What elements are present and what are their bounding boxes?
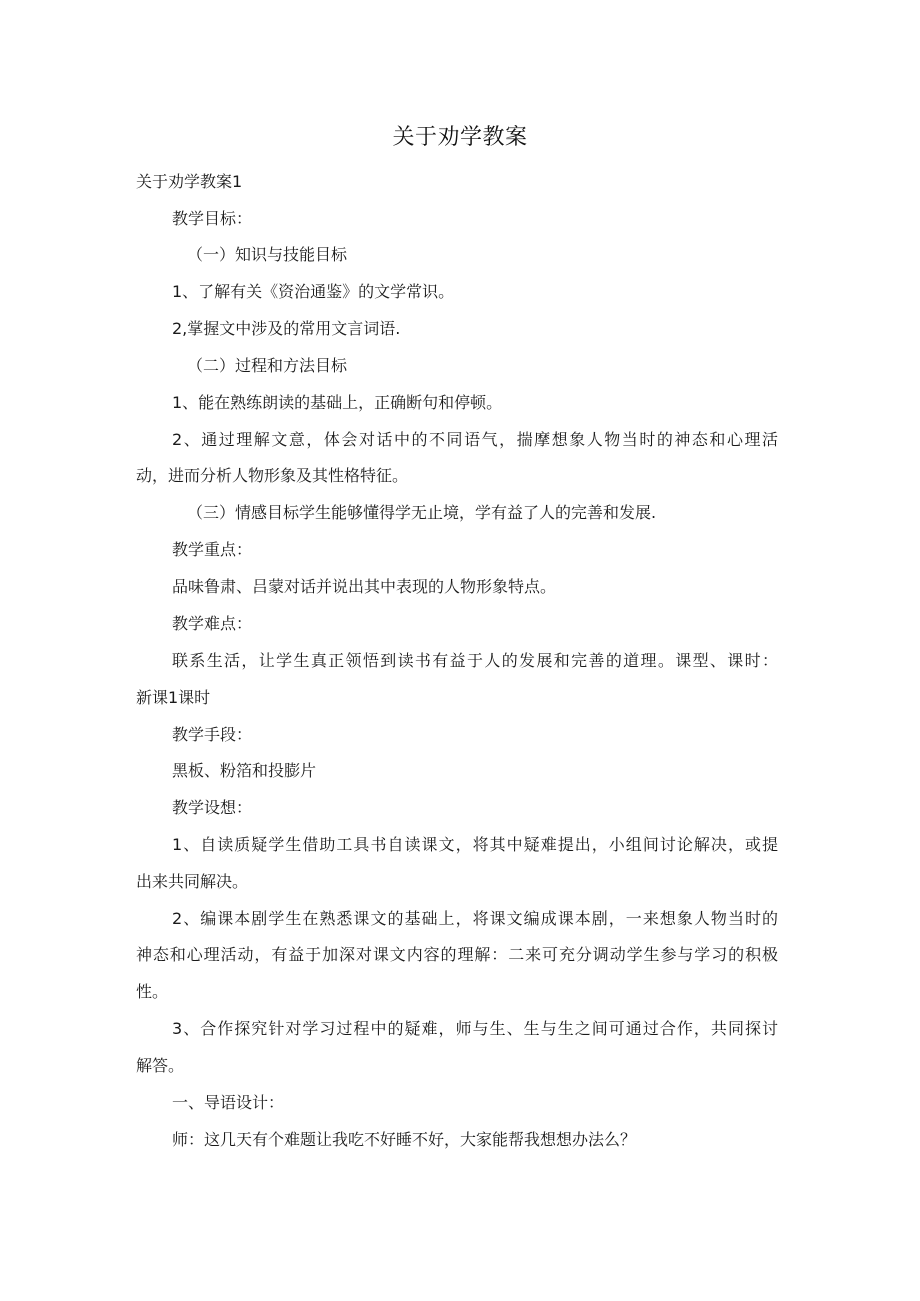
paragraph-line: （三）情感目标学生能够懂得学无止境，学有益了人的完善和发展. (187, 503, 657, 522)
paragraph-line: 黑板、粉箔和投膨片 (172, 761, 317, 780)
paragraph-line: 解答。 (136, 1056, 185, 1075)
paragraph-line: 出来共同解决。 (136, 872, 249, 891)
paragraph-line: 教学难点： (172, 614, 253, 633)
paragraph-line: 师：这几天有个难题让我吃不好睡不好，大家能帮我想想办法么？ (172, 1130, 637, 1149)
paragraph-line: 1、能在熟练朗读的基础上，正确断句和停顿。 (172, 393, 503, 412)
paragraph-line: 神态和心理活动，有益于加深对课文内容的理解：二来可充分调动学生参与学习的积极 (136, 945, 778, 964)
section-heading: 关于劝学教案1 (136, 172, 243, 191)
paragraph-line: 1、自读质疑学生借助工具书自读课文，将其中疑难提出，小组间讨论解决，或提 (172, 835, 778, 854)
document-title: 关于劝学教案 (392, 125, 528, 150)
paragraph-line: 教学手段： (172, 725, 253, 744)
paragraph-line: 一、导语设计： (172, 1093, 285, 1112)
paragraph-line: 品味鲁肃、吕蒙对话并说出其中表现的人物形象特点。 (172, 577, 557, 596)
paragraph-line: 教学重点： (172, 540, 253, 559)
paragraph-line: 1、了解有关《资治通鉴》的文学常识。 (172, 282, 455, 301)
paragraph-line: 2、通过理解文意，体会对话中的不同语气，揣摩想象人物当时的神态和心理活 (172, 430, 778, 449)
paragraph-line: 教学目标： (172, 209, 253, 228)
paragraph-line: 教学设想： (172, 798, 253, 817)
paragraph-line: 联系生活，让学生真正领悟到读书有益于人的发展和完善的道理。课型、课时： (172, 651, 778, 670)
paragraph-line: 3、合作探究针对学习过程中的疑难，师与生、生与生之间可通过合作，共同探讨 (172, 1019, 778, 1038)
paragraph-line: （一）知识与技能目标 (187, 245, 348, 264)
paragraph-line: 性。 (136, 982, 169, 1001)
paragraph-line: 新课1课时 (136, 688, 211, 707)
paragraph-line: （二）过程和方法目标 (187, 356, 348, 375)
paragraph-line: 动，进而分析人物形象及其性格特征。 (136, 466, 409, 485)
paragraph-line: 2、编课本剧学生在熟悉课文的基础上，将课文编成课本剧，一来想象人物当时的 (172, 909, 778, 928)
paragraph-line: 2,掌握文中涉及的常用文言词语. (172, 319, 401, 338)
